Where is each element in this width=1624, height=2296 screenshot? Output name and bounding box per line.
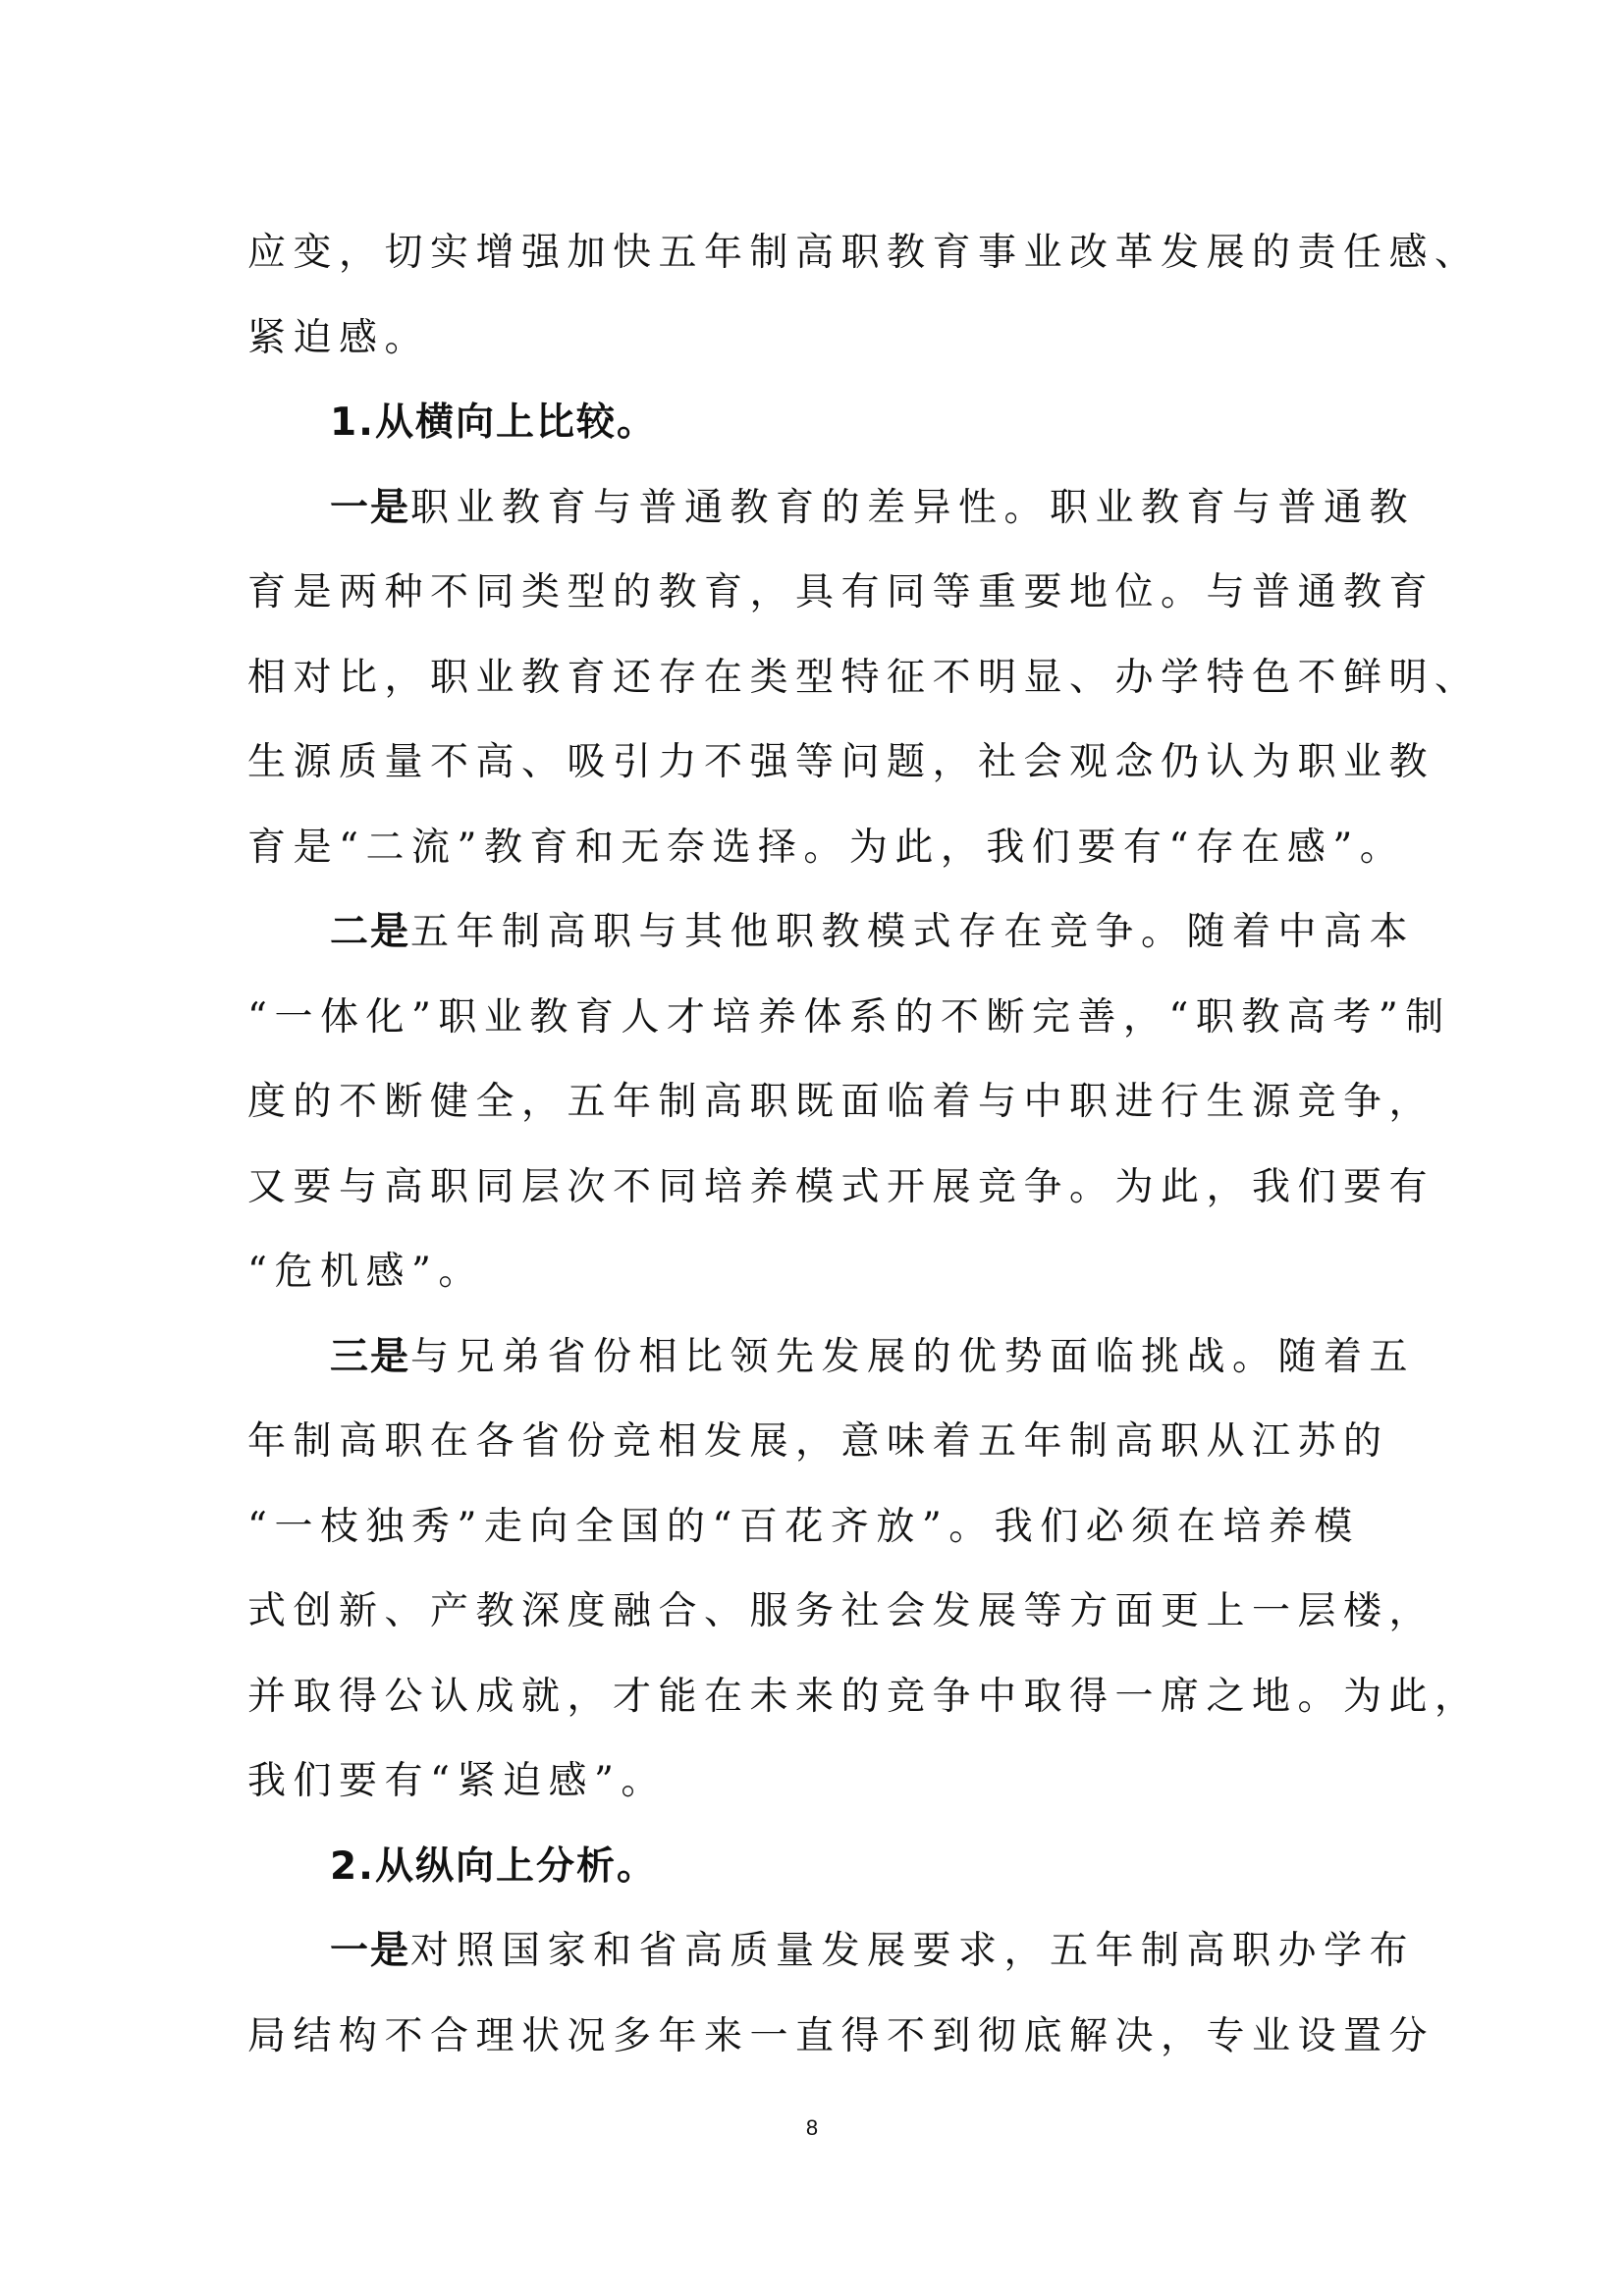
paragraph-line: 育是“二流”教育和无奈选择。为此，我们要有“存在感”。 — [247, 825, 1406, 870]
paragraph-line: “一枝独秀”走向全国的“百花齐放”。我们必须在培养模 — [247, 1504, 1360, 1549]
paragraph-line: 紧迫感。 — [247, 315, 431, 360]
paragraph-line: 应变，切实增强加快五年制高职教育事业改革发展的责任感、 — [247, 231, 1481, 275]
paragraph-line: “危机感”。 — [247, 1250, 484, 1294]
paragraph-line: 式创新、产教深度融合、服务社会发展等方面更上一层楼， — [247, 1589, 1435, 1633]
paragraph-line — [247, 1909, 1416, 1995]
heading-text: 2.从纵向上分析。 — [330, 1843, 657, 1889]
paragraph-line: 局结构不合理状况多年来一直得不到彻底解决，专业设置分 — [247, 2013, 1435, 2058]
paragraph-line: 相对比，职业教育还存在类型特征不明显、办学特色不鲜明、 — [247, 655, 1481, 700]
line-text: 职业教育与普通教育的差异性。职业教育与普通教 — [410, 485, 1416, 530]
paragraph-line: 我们要有“紧迫感”。 — [247, 1759, 667, 1803]
line-text: 对照国家和省高质量发展要求，五年制高职办学布 — [410, 1929, 1416, 1973]
paragraph-line: 育是两种不同类型的教育，具有同等重要地位。与普通教育 — [247, 570, 1435, 614]
line-text: 五年制高职与其他职教模式存在竞争。随着中高本 — [410, 910, 1416, 954]
paragraph-line — [247, 1315, 1416, 1401]
page-number: 8 — [805, 2115, 819, 2140]
paragraph-line: 度的不断健全，五年制高职既面临着与中职进行生源竞争， — [247, 1080, 1435, 1124]
paragraph-line: 年制高职在各省份竞相发展，意味着五年制高职从江苏的 — [247, 1419, 1389, 1464]
paragraph-line — [247, 466, 1416, 552]
section-heading — [247, 381, 1388, 466]
paragraph-line: 又要与高职同层次不同培养模式开展竞争。为此，我们要有 — [247, 1164, 1435, 1209]
paragraph-line: “一体化”职业教育人才培养体系的不断完善，“职教高考”制 — [247, 994, 1451, 1040]
section-heading — [247, 1825, 1388, 1910]
line-text: 与兄弟省份相比领先发展的优势面临挑战。随着五 — [410, 1334, 1416, 1379]
document-body — [247, 211, 1481, 2079]
paragraph-line: 生源质量不高、吸引力不强等问题，社会观念仍认为职业教 — [247, 740, 1435, 784]
paragraph-line — [247, 890, 1416, 976]
bold-lead: 三是 — [330, 1334, 411, 1379]
heading-text: 1.从横向上比较。 — [330, 400, 657, 445]
paragraph-line: 并取得公认成就，才能在未来的竞争中取得一席之地。为此， — [247, 1674, 1481, 1719]
bold-lead: 一是 — [330, 1929, 411, 1973]
bold-lead: 二是 — [330, 910, 411, 954]
bold-lead: 一是 — [330, 485, 411, 530]
